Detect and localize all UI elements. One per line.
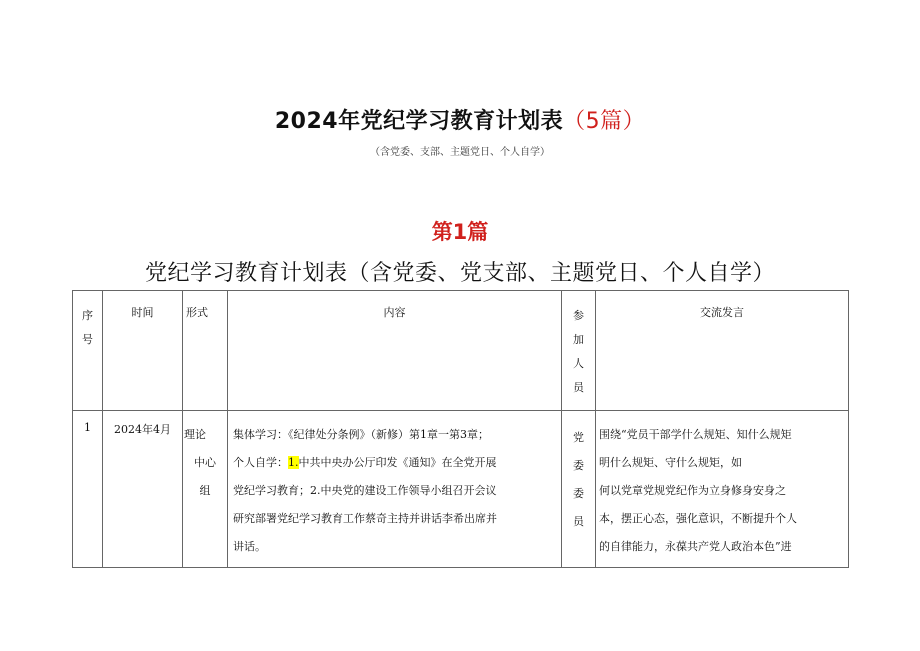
- header-time: 时间: [103, 291, 183, 411]
- row-participants-char: 党: [573, 431, 584, 444]
- row-content-line: 讲话。: [233, 540, 266, 553]
- row-participants: [562, 411, 596, 568]
- plan-title: 党纪学习教育计划表（含党委、党支部、主题党日、个人自学）: [144, 261, 775, 286]
- header-form: 形式: [183, 291, 228, 411]
- row-form-line: 中心: [194, 456, 216, 469]
- header-exchange: 交流发言: [596, 291, 849, 411]
- table-header-row: [73, 291, 849, 411]
- header-participants-char: 加: [573, 333, 584, 346]
- header-participants-char: 人: [573, 357, 584, 370]
- row-form: [183, 411, 228, 568]
- row-exchange-line: 明什么规矩、守什么规矩，如: [599, 456, 742, 469]
- row-content-line: 研究部署党纪学习教育工作蔡奇主持并讲话李希出席并: [233, 512, 497, 525]
- row-exchange: [596, 411, 849, 568]
- row-content-prefix: 个人自学：: [233, 456, 288, 469]
- plan-table: [72, 290, 849, 568]
- row-exchange-line: 何以党章党规党纪作为立身修身安身之: [599, 484, 786, 497]
- header-participants-char: 参: [573, 309, 584, 322]
- document-subtitle: （含党委、支部、主题党日、个人自学）: [370, 147, 550, 158]
- row-participants-char: 委: [573, 487, 584, 500]
- row-content-rest: 中共中央办公厅印发《通知》在全党开展: [298, 456, 497, 469]
- row-content: [228, 411, 562, 568]
- part-label: 第1篇: [431, 220, 489, 244]
- row-form-line: 理论: [184, 428, 206, 441]
- row-time: 2024年4月: [103, 411, 183, 568]
- header-participants: [562, 291, 596, 411]
- document-title-count: （5篇）: [563, 109, 646, 134]
- row-participants-char: 员: [573, 515, 584, 528]
- row-participants-char: 委: [573, 459, 584, 472]
- row-number: 1: [73, 411, 103, 568]
- header-participants-char: 员: [573, 381, 584, 394]
- row-content-highlight: 1.: [288, 456, 299, 469]
- document-title-main: 2024年党纪学习教育计划表: [274, 109, 564, 134]
- row-exchange-line: 的自律能力，永葆共产党人政治本色”进: [599, 540, 792, 553]
- row-content-line: 集体学习：《纪律处分条例》（新修）第1章一第3章；: [233, 428, 489, 441]
- row-form-line: 组: [199, 484, 211, 497]
- row-content-line: 党纪学习教育；2.中央党的建设工作领导小组召开会议: [233, 484, 497, 497]
- row-exchange-line: 本，摆正心态，强化意识，不断提升个人: [599, 512, 797, 525]
- row-exchange-line: 围绕“党员干部学什么规矩、知什么规矩: [599, 428, 792, 441]
- table-row: [73, 411, 849, 568]
- document-title: [0, 104, 920, 135]
- row-content-line: [233, 449, 557, 477]
- header-number-char: 号: [82, 333, 93, 346]
- header-content: 内容: [228, 291, 562, 411]
- header-number-char: 序: [82, 309, 93, 322]
- header-number: [73, 291, 103, 411]
